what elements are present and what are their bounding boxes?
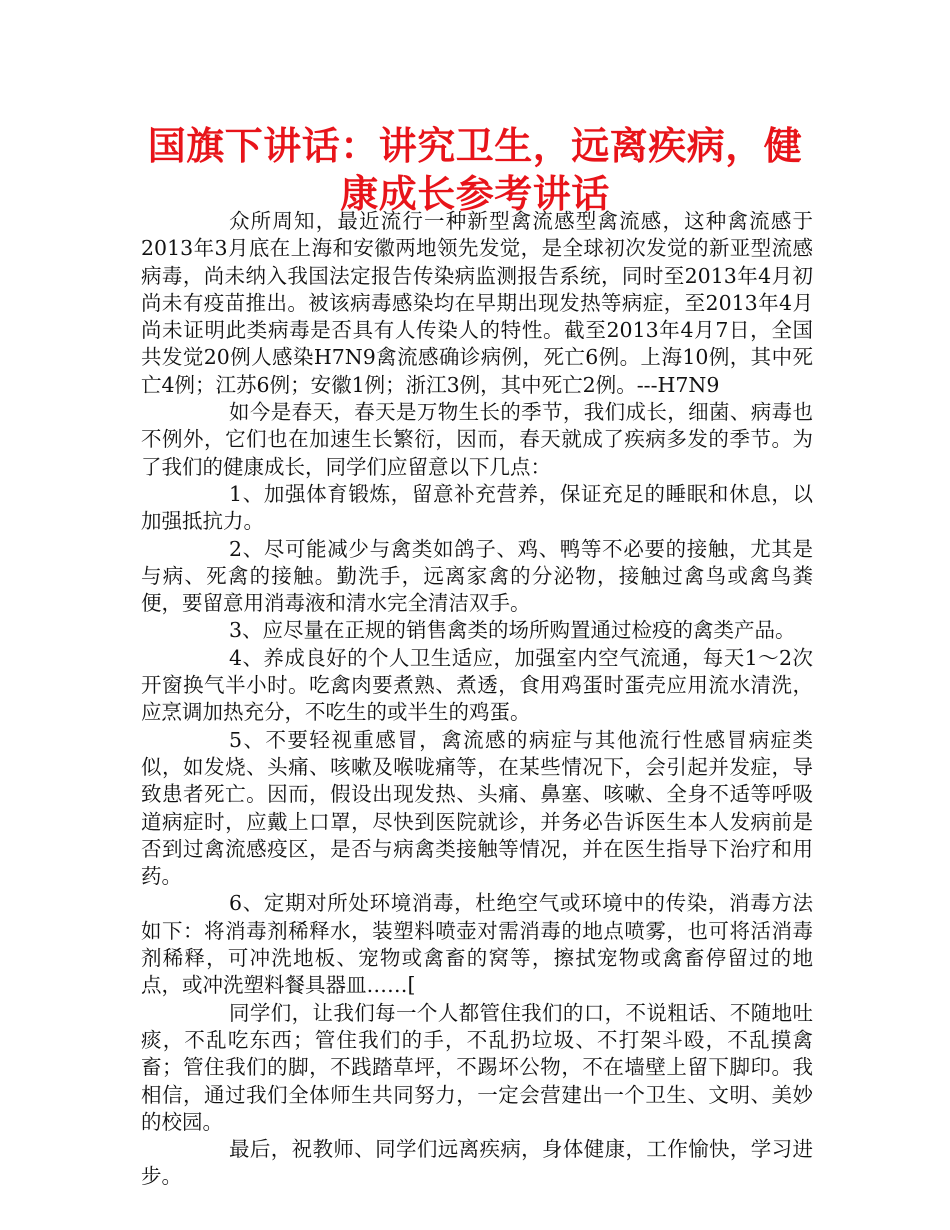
paragraph-tip-3: 3、应尽量在正规的销售禽类的场所购置通过检疫的禽类产品。 [229, 618, 796, 643]
paragraph-tip-6: 6、定期对所处环境消毒，杜绝空气或环境中的传染，消毒方法如下：将消毒剂稀释水，装塑料喷壶对需消毒的地点喷雾，也可将活消毒剂稀释，可冲洗地板、宠物或禽畜的窝等，擦拭宠物或禽畜停留过的地点，或冲洗塑料餐具器皿……[ [141, 891, 813, 998]
paragraph-tip-2: 2、尽可能减少与禽类如鸽子、鸡、鸭等不必要的接触，尤其是与病、死禽的接触。勤洗手，远离家禽的分泌物，接触过禽鸟或禽鸟粪便，要留意用消毒液和清水完全清洁双手。 [141, 536, 813, 616]
document-body [141, 208, 813, 1191]
paragraph-closing: 最后，祝教师、同学们远离疾病，身体健康，工作愉快，学习进步。 [141, 1137, 813, 1189]
paragraph-tip-5: 5、不要轻视重感冒，禽流感的病症与其他流行性感冒病症类似，如发烧、头痛、咳嗽及喉咙痛等，在某些情况下，会引起并发症，导致患者死亡。因而，假设出现发热、头痛、鼻塞、咳嗽、全身不适等呼吸道病症时，应戴上口罩，尽快到医院就诊，并务必告诉医生本人发病前是否到过禽流感疫区，是否与病禽类接触等情况，并在医生指导下治疗和用药。 [141, 727, 813, 889]
paragraph-intro: 众所周知，最近流行一种新型禽流感型禽流感，这种禽流感于2013年3月底在上海和安徽两地领先发觉，是全球初次发觉的新亚型流感病毒，尚未纳入我国法定报告传染病监测报告系统，同时至2013年4月初尚未有疫苗推出。被该病毒感染均在早期出现发热等病症，至2013年4月尚未证明此类病毒是否具有人传染人的特性。截至2013年4月7日，全国共发觉20例人感染H7N9禽流感确诊病例，死亡6例。上海10例，其中死亡4例；江苏6例；安徽1例；浙江3例，其中死亡2例。---H7N9 [141, 209, 813, 397]
paragraph-tip-1: 1、加强体育锻炼，留意补充营养，保证充足的睡眠和休息，以加强抵抗力。 [141, 481, 813, 534]
document-title: 国旗下讲话：讲究卫生，远离疾病，健康成长参考讲话 [147, 124, 803, 216]
paragraph-spring: 如今是春天，春天是万物生长的季节，我们成长，细菌、病毒也不例外，它们也在加速生长繁衍，因而，春天就成了疾病多发的季节。为了我们的健康成长，同学们应留意以下几点： [141, 400, 813, 479]
paragraph-appeal: 同学们，让我们每一个人都管住我们的口，不说粗话、不随地吐痰，不乱吃东西；管住我们的手，不乱扔垃圾、不打架斗殴，不乱摸禽畜；管住我们的脚，不践踏草坪，不踢坏公物，不在墙壁上留下脚印。我相信，通过我们全体师生共同努力，一定会营建出一个卫生、文明、美妙的校园。 [141, 1000, 813, 1134]
paragraph-tip-4: 4、养成良好的个人卫生适应，加强室内空气流通，每天1～2次开窗换气半小时。吃禽肉要煮熟、煮透，食用鸡蛋时蛋壳应用流水清洗，应烹调加热充分，不吃生的或半生的鸡蛋。 [141, 645, 813, 725]
